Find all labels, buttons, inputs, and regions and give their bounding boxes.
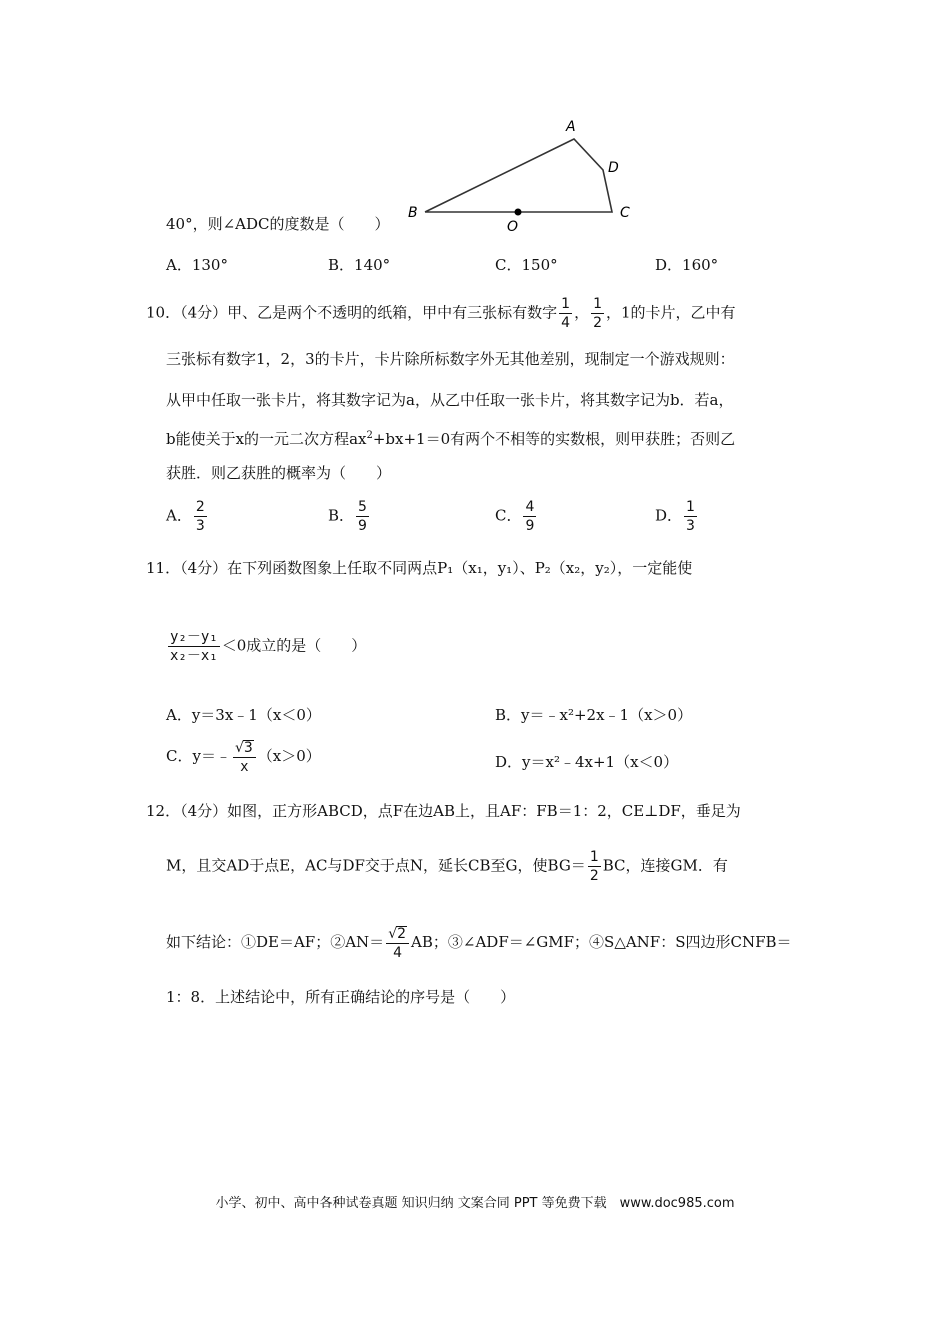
q12-fraction-half: $\frac{1}{2}$ bbox=[589, 849, 599, 884]
q11-line2 bbox=[166, 630, 366, 663]
q10-line4-exponent: 2 bbox=[366, 430, 373, 441]
label-d: D bbox=[608, 160, 619, 176]
q10-option-a: A． $\frac{2}{3}$ bbox=[166, 499, 205, 534]
q12-line1: 12．（4分）如图，正方形ABCD，点F在边AB上，且AF：FB＝1：2，CE⊥DF，垂足为 bbox=[146, 802, 741, 820]
point-o bbox=[515, 209, 522, 216]
q12-line2: M，且交AD于点E，AC与DF交于点N，延长CB至G，使BG＝ $\frac{1}{2}$ BC，连接GM．有 bbox=[166, 849, 728, 884]
q10-line4-suffix: +bx+1＝0有两个不相等的实数根，则甲获胜；否则乙 bbox=[372, 430, 736, 448]
q11-slope-fraction: $\frac{\text{y₂－y₁}}{\text{x₂－x₁}}$ bbox=[170, 629, 218, 664]
q9-option-b: B．140° bbox=[328, 256, 391, 274]
q12-line4: 1：8．上述结论中，所有正确结论的序号是（ ） bbox=[166, 988, 516, 1006]
q9-option-a: A．130° bbox=[166, 256, 228, 274]
q10-line5: 获胜．则乙获胜的概率为（ ） bbox=[166, 464, 392, 482]
figure-outline bbox=[425, 139, 612, 212]
label-o: O bbox=[507, 219, 519, 235]
q10-line2: 三张标有数字1，2，3的卡片，卡片除所标数字外无其他差别，现制定一个游戏规则： bbox=[166, 350, 735, 368]
q10-line1: 10．（4分）甲、乙是两个不透明的纸箱，甲中有三张标有数字 $\frac{1}{4}$ ， $\frac{1}{2}$ ，1的卡片，乙中有 bbox=[146, 296, 736, 331]
q10-line4-prefix: b能使关于x的一元二次方程ax bbox=[166, 430, 367, 448]
label-c: C bbox=[620, 205, 630, 221]
quadrilateral-figure bbox=[400, 115, 660, 235]
q10-line1-prefix: 10．（4分）甲、乙是两个不透明的纸箱，甲中有三张标有数字 bbox=[146, 303, 558, 322]
q11-option-b: B．y＝﹣x²+2x﹣1（x＞0） bbox=[495, 706, 693, 724]
q12-fraction-sqrt2-over-4: $\frac{√2}{4}$ bbox=[386, 926, 409, 960]
label-a: A bbox=[566, 119, 576, 135]
q9-tail-text: 40°，则∠ADC的度数是（ ） bbox=[166, 215, 390, 233]
q10-option-c: C． $\frac{4}{9}$ bbox=[495, 499, 535, 534]
page-footer: 小学、初中、高中各种试卷真题 知识归纳 文案合同 PPT 等免费下载 www.doc985.com bbox=[215, 1196, 735, 1211]
q11-option-a: A．y＝3x﹣1（x＜0） bbox=[166, 706, 321, 724]
q11-option-c: C．y＝﹣ $\frac{√3}{x}$ （x＞0） bbox=[166, 740, 321, 775]
q11-option-c-fraction: $\frac{√3}{x}$ bbox=[233, 740, 256, 774]
q12-line3: 如下结论：①DE＝AF；②AN＝ $\frac{√2}{4}$ AB；③∠ADF＝∠GMF；④S△ANF：S四边形CNFB＝ bbox=[166, 926, 792, 961]
label-b: B bbox=[408, 205, 418, 221]
q9-option-d: D．160° bbox=[655, 256, 719, 274]
q10-line4 bbox=[166, 426, 735, 449]
q10-line3: 从甲中任取一张卡片，将其数字记为a，从乙中任取一张卡片，将其数字记为b．若a， bbox=[166, 391, 734, 409]
q11-line1: 11．（4分）在下列函数图象上任取不同两点P₁（x₁，y₁）、P₂（x₂，y₂），一定能使 bbox=[146, 559, 693, 577]
q11-line2-suffix: ＜0成立的是（ ） bbox=[221, 636, 367, 655]
q10-option-b: B． $\frac{5}{9}$ bbox=[328, 499, 367, 534]
q10-option-d: D． $\frac{1}{3}$ bbox=[655, 499, 695, 534]
q11-option-d: D．y＝x²﹣4x+1（x＜0） bbox=[495, 753, 679, 771]
q10-fraction-quarter: $\frac{1}{4}$ bbox=[561, 296, 571, 331]
q10-line1-suffix: ，1的卡片，乙中有 bbox=[606, 303, 736, 322]
q9-option-c: C．150° bbox=[495, 256, 558, 274]
q10-fraction-half: $\frac{1}{2}$ bbox=[593, 296, 602, 331]
